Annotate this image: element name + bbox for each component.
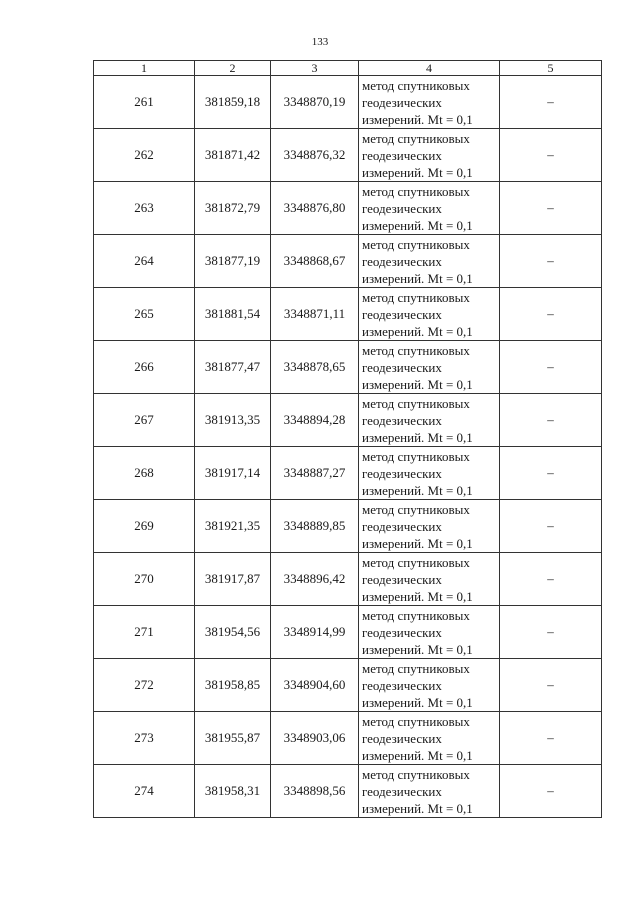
note: – bbox=[500, 394, 602, 447]
x-coordinate: 381954,56 bbox=[195, 606, 271, 659]
method-line-3: измерений. Mt = 0,1 bbox=[362, 429, 473, 445]
y-coordinate: 3348868,67 bbox=[271, 235, 359, 288]
method-line-1: метод спутниковых bbox=[362, 448, 470, 464]
point-number: 274 bbox=[94, 765, 195, 818]
method-line-3: измерений. Mt = 0,1 bbox=[362, 217, 473, 233]
point-number: 273 bbox=[94, 712, 195, 765]
y-coordinate: 3348896,42 bbox=[271, 553, 359, 606]
method-line-3: измерений. Mt = 0,1 bbox=[362, 747, 473, 763]
method-line-2: геодезических bbox=[362, 147, 442, 163]
method-line-1: метод спутниковых bbox=[362, 183, 470, 199]
y-coordinate: 3348876,80 bbox=[271, 182, 359, 235]
method-line-1: метод спутниковых bbox=[362, 713, 470, 729]
method-description bbox=[359, 712, 500, 765]
method-description bbox=[359, 765, 500, 818]
method-line-2: геодезических bbox=[362, 412, 442, 428]
header-col-5: 5 bbox=[500, 61, 602, 76]
x-coordinate: 381917,87 bbox=[195, 553, 271, 606]
method-line-1: метод спутниковых bbox=[362, 554, 470, 570]
x-coordinate: 381921,35 bbox=[195, 500, 271, 553]
point-number: 270 bbox=[94, 553, 195, 606]
y-coordinate: 3348914,99 bbox=[271, 606, 359, 659]
method-line-2: геодезических bbox=[362, 94, 442, 110]
x-coordinate: 381871,42 bbox=[195, 129, 271, 182]
note: – bbox=[500, 659, 602, 712]
point-number: 267 bbox=[94, 394, 195, 447]
method-line-2: геодезических bbox=[362, 465, 442, 481]
method-line-3: измерений. Mt = 0,1 bbox=[362, 482, 473, 498]
method-line-2: геодезических bbox=[362, 253, 442, 269]
method-line-2: геодезических bbox=[362, 783, 442, 799]
note: – bbox=[500, 129, 602, 182]
method-line-3: измерений. Mt = 0,1 bbox=[362, 270, 473, 286]
method-line-2: геодезических bbox=[362, 200, 442, 216]
method-line-3: измерений. Mt = 0,1 bbox=[362, 535, 473, 551]
method-line-3: измерений. Mt = 0,1 bbox=[362, 588, 473, 604]
note: – bbox=[500, 447, 602, 500]
method-description bbox=[359, 553, 500, 606]
table-row bbox=[94, 659, 602, 712]
x-coordinate: 381859,18 bbox=[195, 76, 271, 129]
method-description bbox=[359, 606, 500, 659]
table-row bbox=[94, 235, 602, 288]
table-row bbox=[94, 553, 602, 606]
table-body bbox=[94, 76, 602, 818]
point-number: 264 bbox=[94, 235, 195, 288]
method-line-3: измерений. Mt = 0,1 bbox=[362, 800, 473, 816]
note: – bbox=[500, 288, 602, 341]
x-coordinate: 381955,87 bbox=[195, 712, 271, 765]
note: – bbox=[500, 606, 602, 659]
method-line-1: метод спутниковых bbox=[362, 501, 470, 517]
table-row bbox=[94, 129, 602, 182]
method-line-2: геодезических bbox=[362, 306, 442, 322]
method-line-1: метод спутниковых bbox=[362, 766, 470, 782]
table-row bbox=[94, 765, 602, 818]
header-row bbox=[94, 61, 602, 76]
method-line-2: геодезических bbox=[362, 571, 442, 587]
y-coordinate: 3348898,56 bbox=[271, 765, 359, 818]
method-line-1: метод спутниковых bbox=[362, 607, 470, 623]
table-row bbox=[94, 394, 602, 447]
table-row bbox=[94, 341, 602, 394]
note: – bbox=[500, 712, 602, 765]
header-col-3: 3 bbox=[271, 61, 359, 76]
x-coordinate: 381877,19 bbox=[195, 235, 271, 288]
method-line-1: метод спутниковых bbox=[362, 395, 470, 411]
point-number: 263 bbox=[94, 182, 195, 235]
note: – bbox=[500, 765, 602, 818]
method-line-3: измерений. Mt = 0,1 bbox=[362, 376, 473, 392]
method-description bbox=[359, 235, 500, 288]
method-line-3: измерений. Mt = 0,1 bbox=[362, 323, 473, 339]
method-description bbox=[359, 500, 500, 553]
method-description bbox=[359, 394, 500, 447]
x-coordinate: 381877,47 bbox=[195, 341, 271, 394]
method-description bbox=[359, 341, 500, 394]
method-line-1: метод спутниковых bbox=[362, 342, 470, 358]
page-number: 133 bbox=[311, 36, 329, 48]
method-line-1: метод спутниковых bbox=[362, 236, 470, 252]
method-line-1: метод спутниковых bbox=[362, 77, 470, 93]
table-row bbox=[94, 182, 602, 235]
coordinates-table bbox=[93, 60, 602, 818]
y-coordinate: 3348889,85 bbox=[271, 500, 359, 553]
point-number: 271 bbox=[94, 606, 195, 659]
note: – bbox=[500, 553, 602, 606]
y-coordinate: 3348894,28 bbox=[271, 394, 359, 447]
note: – bbox=[500, 235, 602, 288]
y-coordinate: 3348878,65 bbox=[271, 341, 359, 394]
y-coordinate: 3348903,06 bbox=[271, 712, 359, 765]
note: – bbox=[500, 182, 602, 235]
table-row bbox=[94, 447, 602, 500]
point-number: 268 bbox=[94, 447, 195, 500]
method-line-2: геодезических bbox=[362, 624, 442, 640]
header-col-2: 2 bbox=[195, 61, 271, 76]
y-coordinate: 3348904,60 bbox=[271, 659, 359, 712]
method-line-1: метод спутниковых bbox=[362, 660, 470, 676]
method-description bbox=[359, 129, 500, 182]
method-line-2: геодезических bbox=[362, 730, 442, 746]
x-coordinate: 381958,31 bbox=[195, 765, 271, 818]
x-coordinate: 381958,85 bbox=[195, 659, 271, 712]
method-line-1: метод спутниковых bbox=[362, 289, 470, 305]
y-coordinate: 3348871,11 bbox=[271, 288, 359, 341]
method-line-3: измерений. Mt = 0,1 bbox=[362, 641, 473, 657]
point-number: 261 bbox=[94, 76, 195, 129]
note: – bbox=[500, 500, 602, 553]
note: – bbox=[500, 341, 602, 394]
point-number: 266 bbox=[94, 341, 195, 394]
point-number: 265 bbox=[94, 288, 195, 341]
table-row bbox=[94, 288, 602, 341]
method-description bbox=[359, 182, 500, 235]
point-number: 272 bbox=[94, 659, 195, 712]
x-coordinate: 381872,79 bbox=[195, 182, 271, 235]
header-col-1: 1 bbox=[94, 61, 195, 76]
header-col-4: 4 bbox=[359, 61, 500, 76]
method-line-1: метод спутниковых bbox=[362, 130, 470, 146]
point-number: 262 bbox=[94, 129, 195, 182]
table-row bbox=[94, 76, 602, 129]
x-coordinate: 381881,54 bbox=[195, 288, 271, 341]
method-line-3: измерений. Mt = 0,1 bbox=[362, 694, 473, 710]
y-coordinate: 3348876,32 bbox=[271, 129, 359, 182]
method-description bbox=[359, 76, 500, 129]
method-line-2: геодезических bbox=[362, 359, 442, 375]
y-coordinate: 3348887,27 bbox=[271, 447, 359, 500]
method-line-2: геодезических bbox=[362, 518, 442, 534]
x-coordinate: 381917,14 bbox=[195, 447, 271, 500]
table-row bbox=[94, 500, 602, 553]
point-number: 269 bbox=[94, 500, 195, 553]
method-description bbox=[359, 659, 500, 712]
method-line-2: геодезических bbox=[362, 677, 442, 693]
method-line-3: измерений. Mt = 0,1 bbox=[362, 164, 473, 180]
method-line-3: измерений. Mt = 0,1 bbox=[362, 111, 473, 127]
x-coordinate: 381913,35 bbox=[195, 394, 271, 447]
table-row bbox=[94, 712, 602, 765]
y-coordinate: 3348870,19 bbox=[271, 76, 359, 129]
method-description bbox=[359, 447, 500, 500]
method-description bbox=[359, 288, 500, 341]
table-row bbox=[94, 606, 602, 659]
note: – bbox=[500, 76, 602, 129]
